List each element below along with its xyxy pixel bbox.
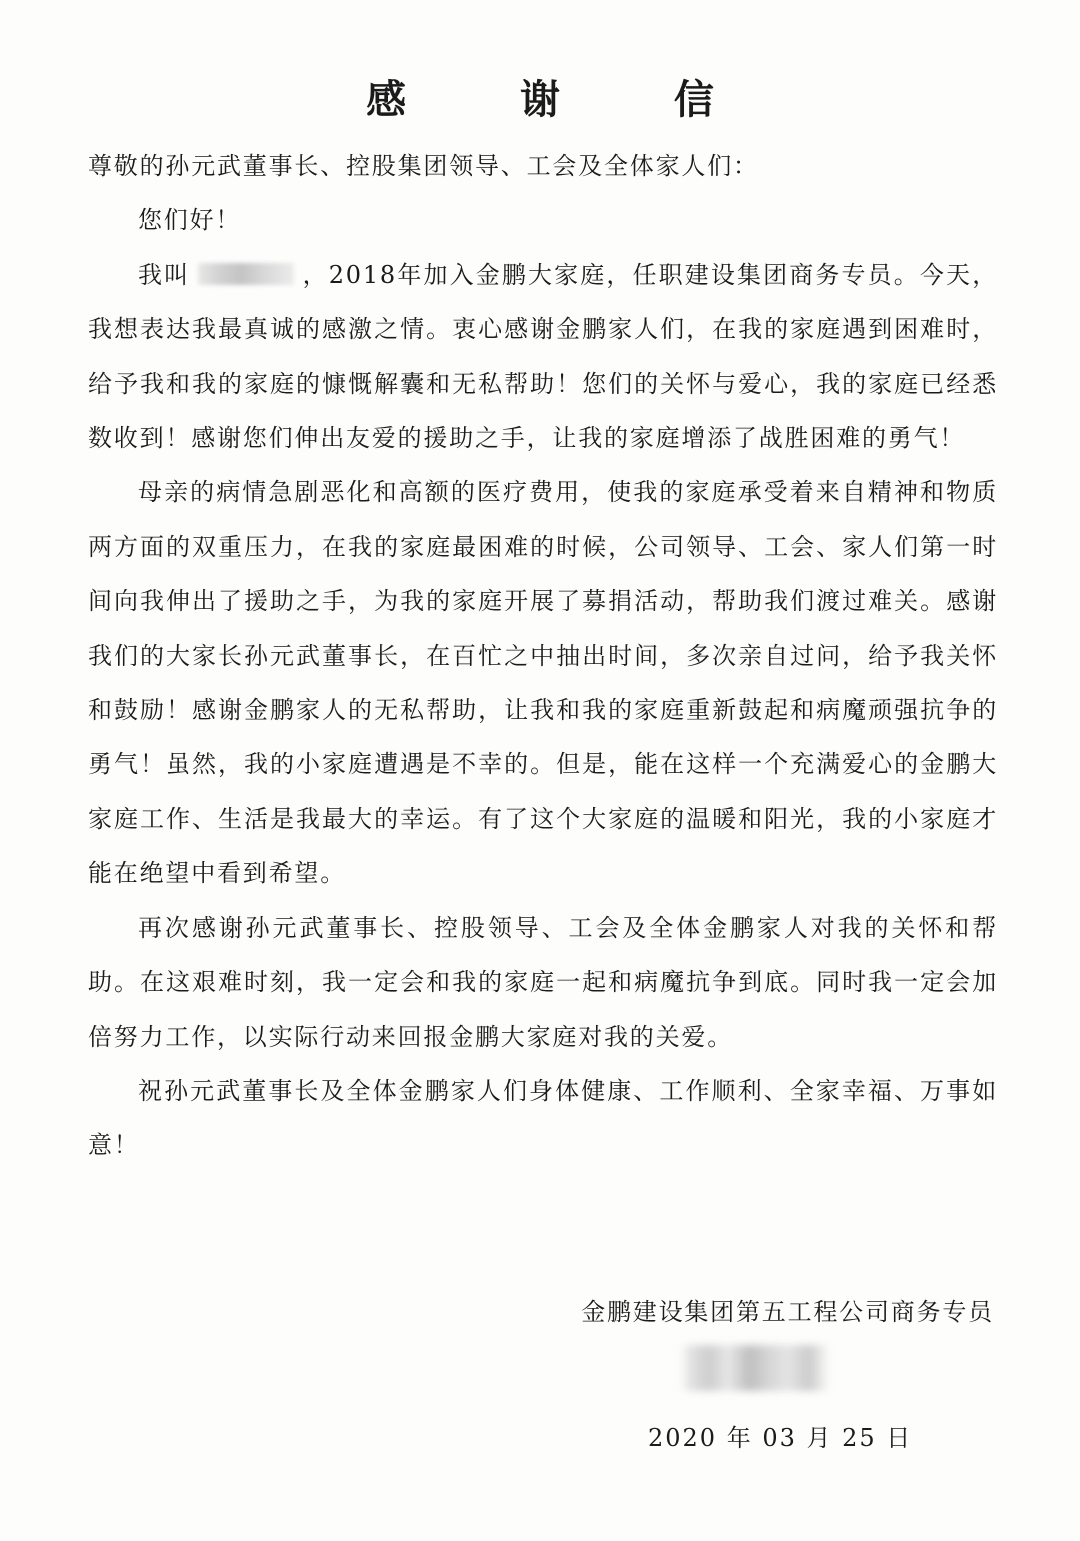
salutation: 尊敬的孙元武董事长、控股集团领导、工会及全体家人们： (88, 152, 759, 180)
letter-title: 感 谢 信 (366, 77, 764, 123)
paragraph-situation: 母亲的病情急剧恶化和高额的医疗费用，使我的家庭承受着来自精神和物质两方面的双重压力，在我的家庭最困难的时候，公司领导、工会、家人们第一时间向我伸出了援助之手，为我的家庭开展了募捐活动，帮助我们渡过难关。感谢我们的大家长孙元武董事长，在百忙之中抽出时间，多次亲自过问，给予我关怀和鼓励！感谢金鹏家人的无私帮助，让我和我的家庭重新鼓起和病魔顽强抗争的勇气！虽然，我的小家庭遭遇是不幸的。但是，能在这样一个充满爱心的金鹏大家庭工作、生活是我最大的幸运。有了这个大家庭的温暖和阳光，我的小家庭才能在绝望中看到希望。 (88, 478, 998, 888)
paragraph-wishes: 祝孙元武董事长及全体金鹏家人们身体健康、工作顺利、全家幸福、万事如意！ (88, 1076, 998, 1160)
intro-text: ，2018年加入金鹏大家庭，任职建设集团商务专员。今天，我想表达我最真诚的感激之情。衷心感谢金鹏家人们，在我的家庭遇到困难时，给予我和我的家庭的慷慨解囊和无私帮助！您们的关怀与爱心，我的家庭已经悉数收到！感谢您们伸出友爱的援助之手，让我的家庭增添了战胜困难的勇气！ (88, 260, 998, 453)
intro-prefix: 我叫 (138, 260, 191, 289)
letter-date: 2020 年 03 月 25 日 (648, 1424, 913, 1452)
letter-body (88, 139, 998, 1173)
paragraph-thanks-again: 再次感谢孙元武董事长、控股领导、工会及全体金鹏家人对我的关怀和帮助。在这艰难时刻，我一定会和我的家庭一起和病魔抗争到底。同时我一定会加倍努力工作，以实际行动来回报金鹏大家庭对我的关爱。 (88, 913, 998, 1051)
redacted-signature (680, 1345, 830, 1391)
paragraph-introduction (88, 248, 998, 466)
greeting: 您们好！ (138, 206, 242, 235)
redacted-name (198, 263, 294, 285)
signature-organization: 金鹏建设集团第五工程公司商务专员 (581, 1298, 994, 1326)
